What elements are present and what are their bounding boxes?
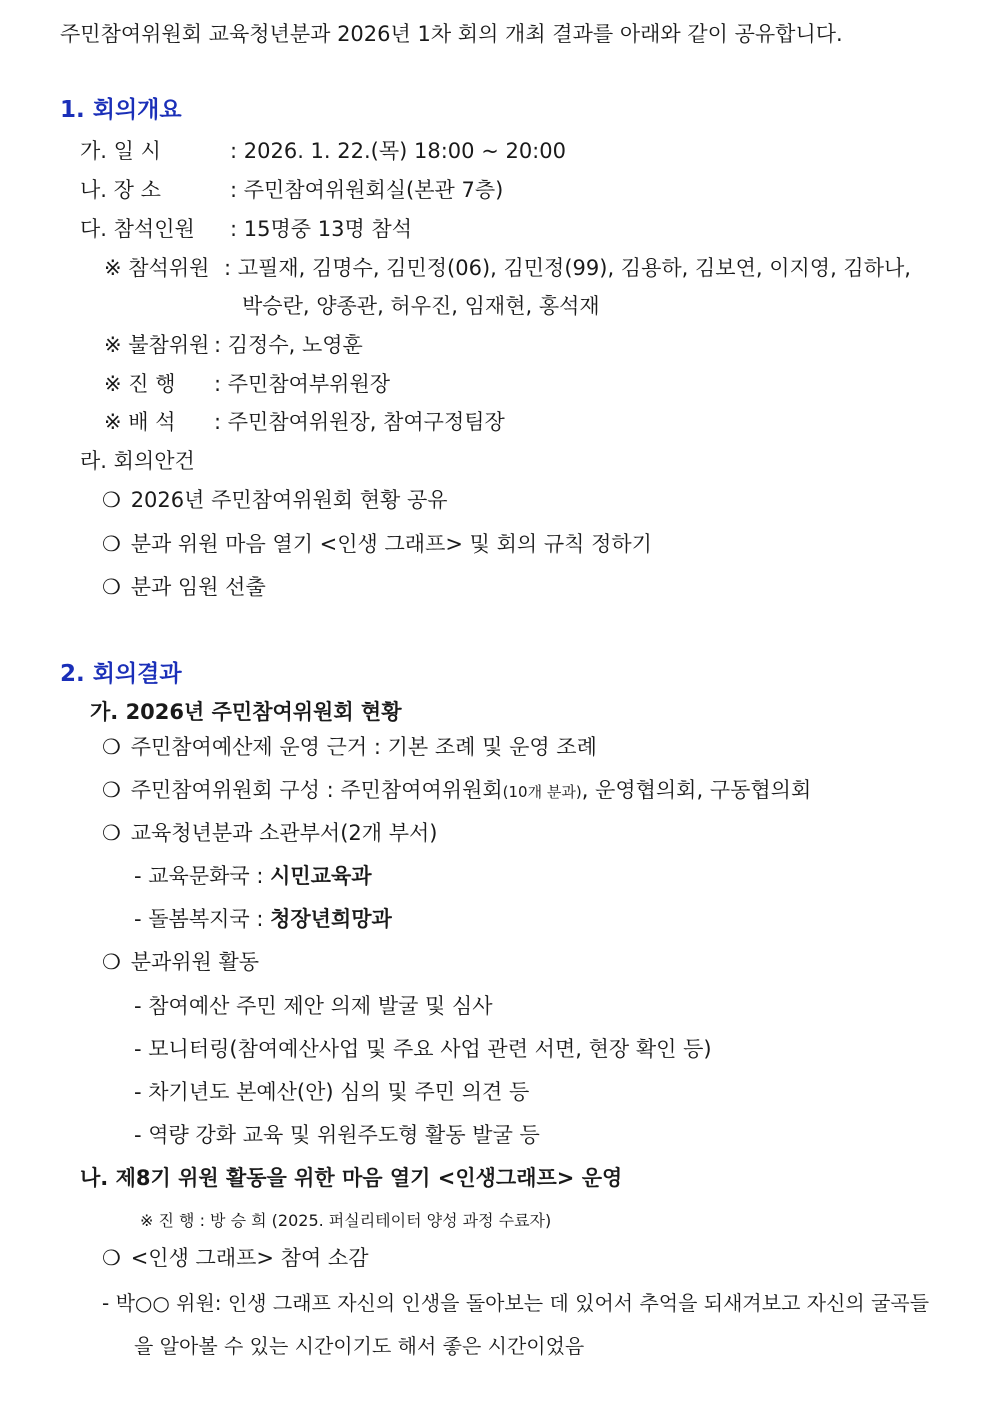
agenda-item (102, 530, 652, 558)
dept-label: - 돌봄복지국 : (134, 907, 271, 931)
agenda-item (102, 486, 448, 514)
host-value: : 주민참여부위원장 (214, 372, 391, 396)
activity-item (102, 948, 259, 976)
activity-line: - 역량 강화 교육 및 위원주도형 활동 발굴 등 (134, 1123, 540, 1147)
seated-row (104, 408, 505, 436)
impression-item (102, 1244, 368, 1272)
depts-item (102, 819, 438, 847)
circle-bullet-icon: ❍ (102, 1246, 121, 1270)
dept-label: - 교육문화국 : (134, 864, 271, 888)
present-value: : 고필재, 김명수, 김민정(06), 김민정(99), 김용하, 김보연, 이지영, 김하나, (224, 256, 911, 280)
date-row (80, 137, 566, 165)
circle-bullet-icon: ❍ (102, 735, 121, 759)
place-row (80, 176, 503, 204)
circle-bullet-icon: ❍ (102, 575, 121, 599)
composition-text: 주민참여위원회 구성 : 주민참여여위원회 (130, 778, 503, 802)
host-label: ※ 진 행 (104, 372, 176, 396)
depts-title: 교육청년분과 소관부서(2개 부서) (130, 821, 438, 845)
date-value: : 2026. 1. 22.(목) 18:00 ~ 20:00 (230, 139, 566, 163)
b-host-line: ※ 진 행 : 방 승 희 (2025. 퍼실리테이터 양성 과정 수료자) (140, 1211, 552, 1230)
place-value: : 주민참여위원회실(본관 7층) (230, 178, 504, 202)
agenda-label: 라. 회의안건 (80, 449, 195, 473)
attendance-value: : 15명중 13명 참석 (230, 217, 412, 241)
agenda-item-text: 분과 위원 마음 열기 <인생 그래프> 및 회의 규칙 정하기 (130, 532, 652, 556)
dept-row (134, 862, 372, 890)
section2-heading: 2. 회의결과 (60, 661, 182, 687)
basis-item (102, 733, 597, 761)
absent-label: ※ 불참위원 (104, 333, 210, 357)
impression-line: - 박○○ 위원: 인생 그래프 자신의 인생을 돌아보는 데 있어서 추억을 되새겨보고 자신의 굴곡들 (102, 1291, 930, 1315)
intro-text: 주민참여위원회 교육청년분과 2026년 1차 회의 개최 결과를 아래와 같이 공유합니다. (60, 22, 843, 46)
agenda-item-text: 2026년 주민참여위원회 현황 공유 (130, 488, 448, 512)
host-row (104, 370, 390, 398)
present-label: ※ 참석위원 (104, 256, 210, 280)
date-label: 가. 일 시 (80, 139, 161, 163)
impression-title: <인생 그래프> 참여 소감 (130, 1246, 369, 1270)
circle-bullet-icon: ❍ (102, 778, 121, 802)
seated-label: ※ 배 석 (104, 410, 176, 434)
composition-small: (10개 분과) (502, 783, 582, 801)
section2-b-title: 나. 제8기 위원 활동을 위한 마음 열기 <인생그래프> 운영 (80, 1166, 623, 1190)
attendance-row (80, 215, 412, 243)
place-label: 나. 장 소 (80, 178, 161, 202)
dept-row (134, 905, 392, 933)
attendance-label: 다. 참석인원 (80, 217, 195, 241)
present-value-cont: 박승란, 양종관, 허우진, 임재현, 홍석재 (242, 294, 600, 318)
circle-bullet-icon: ❍ (102, 532, 121, 556)
circle-bullet-icon: ❍ (102, 950, 121, 974)
agenda-item-text: 분과 임원 선출 (130, 575, 266, 599)
activity-line: - 차기년도 본예산(안) 심의 및 주민 의견 등 (134, 1080, 530, 1104)
section2-a-title: 가. 2026년 주민참여위원회 현황 (90, 700, 402, 724)
absent-value: : 김정수, 노영훈 (214, 333, 363, 357)
absent-row (104, 331, 363, 359)
basis-text: 주민참여예산제 운영 근거 : 기본 조례 및 운영 조례 (130, 735, 597, 759)
agenda-item (102, 573, 266, 601)
activity-line: - 참여예산 주민 제안 의제 발굴 및 심사 (134, 994, 493, 1018)
dept-value: 청장년희망과 (270, 907, 392, 931)
section1-heading: 1. 회의개요 (60, 97, 182, 123)
composition-rest: , 운영협의회, 구동협의회 (581, 778, 812, 802)
impression-line-cont: 을 알아볼 수 있는 시간이기도 해서 좋은 시간이었음 (134, 1334, 585, 1358)
composition-item (102, 776, 811, 806)
circle-bullet-icon: ❍ (102, 821, 121, 845)
seated-value: : 주민참여위원장, 참여구정팀장 (214, 410, 505, 434)
present-row (104, 254, 911, 282)
dept-value: 시민교육과 (270, 864, 372, 888)
activity-line: - 모니터링(참여예산사업 및 주요 사업 관련 서면, 현장 확인 등) (134, 1037, 712, 1061)
circle-bullet-icon: ❍ (102, 488, 121, 512)
activity-title: 분과위원 활동 (130, 950, 260, 974)
